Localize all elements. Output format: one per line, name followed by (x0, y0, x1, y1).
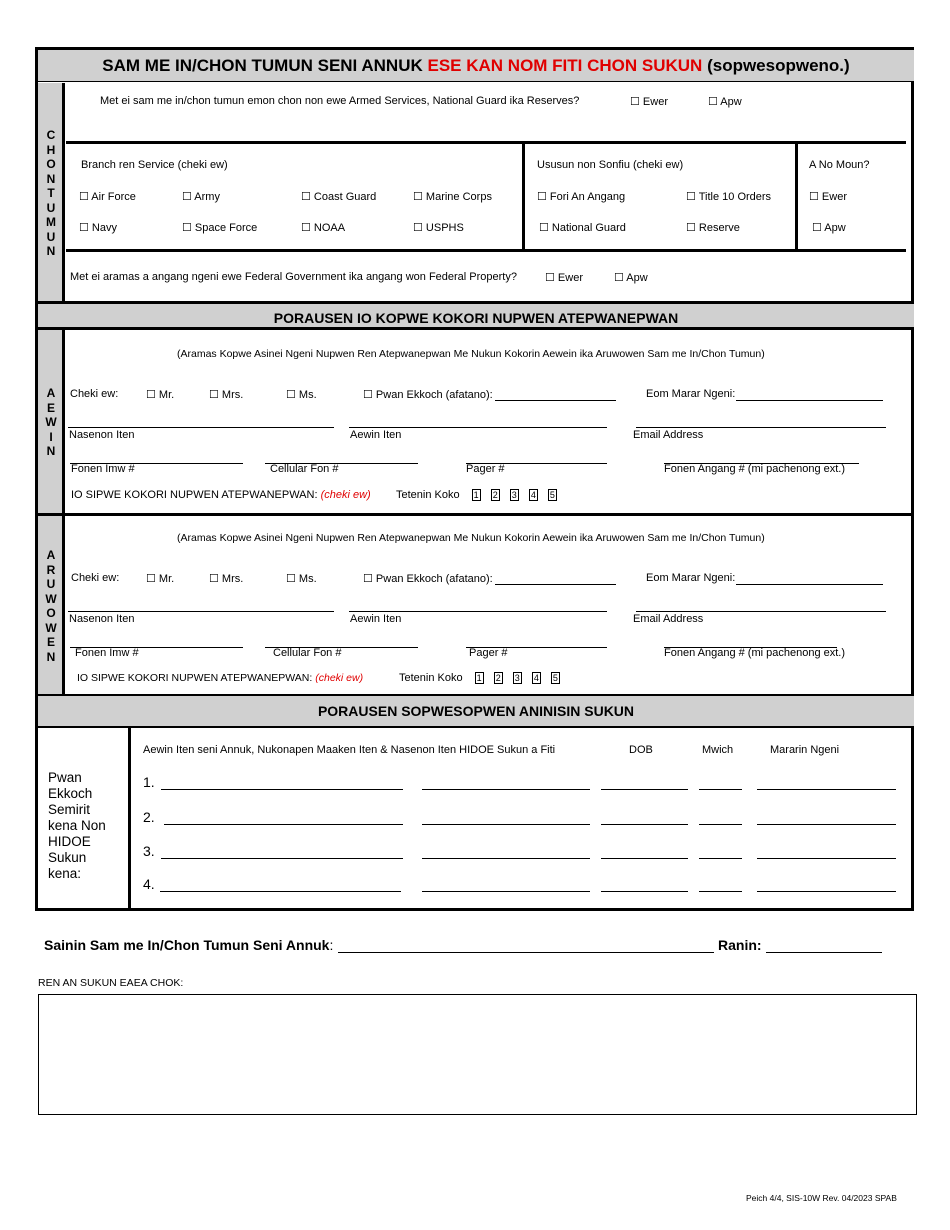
contact2-rank-5[interactable]: 5 (552, 673, 558, 684)
contact1-rank-5[interactable]: 5 (549, 490, 555, 501)
office-use-label: REN AN SUKUN EAEA CHOK: (38, 977, 184, 989)
branch-navy[interactable]: ☐ Navy (79, 222, 117, 234)
sibling-row-grade-field[interactable] (699, 811, 742, 825)
contact1-rank-3[interactable]: 3 (511, 490, 517, 501)
contact2-home-phone-label: Fonen Imw # (75, 647, 139, 659)
military-divider-v1 (522, 141, 525, 250)
contact2-order-label: IO SIPWE KOKORI NUPWEN ATEPWANEPWAN: (77, 672, 313, 684)
federal-question: Met ei aramas a angang ngeni ewe Federal Government ika angang won Federal Property? (70, 271, 517, 283)
federal-no-checkbox[interactable]: ☐ Apw (614, 272, 648, 284)
siblings-side-text: Pwan Ekkoch Semirit kena Non HIDOE Sukun kena: (48, 770, 106, 881)
contact2-relationship-label: Eom Marar Ngeni: (646, 572, 736, 584)
contact1-email-label: Email Address (633, 429, 704, 441)
siblings-col-rel: Mararin Ngeni (770, 744, 840, 756)
contact2-order-row (77, 672, 363, 684)
branch-noaa[interactable]: ☐ NOAA (301, 222, 346, 234)
sibling-row-rel-field[interactable] (757, 878, 896, 892)
contact1-ms-checkbox[interactable]: ☐ Ms. (286, 389, 317, 401)
sibling-row-number: 3. (143, 843, 155, 859)
contact1-instruction: (Aramas Kopwe Asinei Ngeni Nupwen Ren Atepwanepwan Me Nukun Kokorin Aewein ika Aruwowen Sam me In/Chon Tumun) (177, 348, 765, 360)
federal-yes-checkbox[interactable]: ☐ Ewer (545, 272, 583, 284)
contact1-relationship-field[interactable] (736, 388, 883, 401)
siblings-header: PORAUSEN SOPWESOPWEN ANINISIN SUKUN (38, 694, 914, 728)
contact2-check-label: Cheki ew: (71, 572, 120, 584)
contact2-first-name-field[interactable] (349, 600, 607, 612)
contact1-rank-label: Tetenin Koko (396, 489, 460, 501)
deployed-label: A No Moun? (809, 159, 870, 171)
contact1-mrs-checkbox[interactable]: ☐ Mrs. (209, 389, 244, 401)
contact1-side-label: A E W I N (38, 330, 64, 514)
contact2-ms-checkbox[interactable]: ☐ Ms. (286, 573, 317, 585)
contact2-last-name-field[interactable] (68, 600, 334, 612)
sibling-row-dob-field[interactable] (601, 776, 688, 790)
contact1-order-label: IO SIPWE KOKORI NUPWEN ATEPWANEPWAN: (71, 489, 318, 501)
contact1-pager-label: Pager # (466, 463, 505, 475)
siblings-side-border (128, 728, 131, 911)
contact1-relationship-label: Eom Marar Ngeni: (646, 388, 736, 400)
contact2-side-border (62, 516, 65, 695)
siblings-col-grade: Mwich (702, 744, 734, 756)
sibling-row-number: 2. (143, 809, 155, 825)
contact2-rank-row (399, 672, 567, 684)
office-use-box[interactable] (38, 994, 917, 1115)
sibling-row-grade-field[interactable] (699, 776, 742, 790)
date-label: Ranin: (718, 937, 762, 953)
sibling-row-school-field[interactable] (422, 878, 590, 892)
contact1-email-field[interactable] (636, 416, 886, 428)
siblings-col-dob: DOB (629, 744, 653, 756)
military-question: Met ei sam me in/chon tumun emon chon non ewe Armed Services, National Guard ika Reserves? (100, 95, 580, 107)
sibling-row-rel-field[interactable] (757, 845, 896, 859)
military-side-border (62, 83, 65, 301)
contact2-relationship-field[interactable] (736, 572, 883, 585)
contact2-email-label: Email Address (633, 613, 704, 625)
status-national-guard[interactable]: ☐ National Guard (539, 222, 626, 234)
contact2-other-checkbox[interactable]: ☐ Pwan Ekkoch (afatano): (363, 573, 493, 585)
contact2-rank-1[interactable]: 1 (476, 673, 482, 684)
contact1-first-name-label: Aewin Iten (350, 429, 402, 441)
title-suffix: (sopwesopweno.) (707, 56, 850, 75)
contact2-cell-phone-label: Cellular Fon # (273, 647, 342, 659)
emergency-header: PORAUSEN IO KOPWE KOKORI NUPWEN ATEPWANEPWAN (38, 301, 914, 330)
contact2-last-name-label: Nasenon Iten (69, 613, 135, 625)
contact2-mr-checkbox[interactable]: ☐ Mr. (146, 573, 175, 585)
contact2-order-hint: (cheki ew) (315, 672, 364, 684)
date-field[interactable] (766, 940, 882, 953)
contact1-last-name-label: Nasenon Iten (69, 429, 135, 441)
branch-air-force[interactable]: ☐ Air Force (79, 191, 136, 203)
branch-usphs[interactable]: ☐ USPHS (413, 222, 464, 234)
sibling-row-dob-field[interactable] (601, 878, 688, 892)
status-active-duty[interactable]: ☐ Fori An Angang (537, 191, 626, 203)
contact1-home-phone-label: Fonen Imw # (71, 463, 135, 475)
branch-space-force[interactable]: ☐ Space Force (182, 222, 258, 234)
contact1-side-border (62, 330, 65, 514)
contact2-pager-label: Pager # (469, 647, 508, 659)
title-highlight: ESE KAN NOM FITI CHON SUKUN (427, 56, 703, 75)
branch-marine-corps[interactable]: ☐ Marine Corps (413, 191, 492, 203)
contact2-rank-2[interactable]: 2 (495, 673, 501, 684)
contact1-last-name-field[interactable] (68, 416, 334, 428)
sibling-row-name-field[interactable] (161, 845, 403, 859)
sibling-row-name-field[interactable] (164, 811, 403, 825)
sibling-row-dob-field[interactable] (601, 811, 688, 825)
sibling-row-school-field[interactable] (422, 776, 590, 790)
contact1-mr-checkbox[interactable]: ☐ Mr. (146, 389, 175, 401)
contact1-first-name-field[interactable] (349, 416, 607, 428)
sibling-row-name-field[interactable] (161, 776, 403, 790)
contact2-side-label: A R U W O W E N (38, 516, 64, 695)
contact2-other-field[interactable] (495, 572, 616, 585)
sibling-row-rel-field[interactable] (757, 776, 896, 790)
sibling-row-number: 4. (143, 876, 155, 892)
deployed-no-checkbox[interactable]: ☐ Apw (812, 222, 846, 234)
sibling-row-dob-field[interactable] (601, 845, 688, 859)
signature-label: Sainin Sam me In/Chon Tumun Seni Annuk: (44, 937, 334, 953)
signature-field[interactable] (338, 940, 714, 953)
status-title10[interactable]: ☐ Title 10 Orders (686, 191, 772, 203)
sibling-row-number: 1. (143, 774, 155, 790)
contact1-other-field[interactable] (495, 388, 616, 401)
contact2-instruction: (Aramas Kopwe Asinei Ngeni Nupwen Ren Atepwanepwan Me Nukun Kokorin Aewein ika Aruwowen Sam me In/Chon Tumun) (177, 532, 765, 544)
contact1-rank-1[interactable]: 1 (473, 490, 479, 501)
contact2-work-phone-label: Fonen Angang # (mi pachenong ext.) (664, 647, 846, 659)
sibling-row-grade-field[interactable] (699, 878, 742, 892)
status-label: Ususun non Sonfiu (cheki ew) (537, 159, 684, 171)
contact1-rank-4[interactable]: 4 (530, 490, 536, 501)
contact1-rank-2[interactable]: 2 (492, 490, 498, 501)
military-no-checkbox[interactable]: ☐ Apw (708, 96, 742, 108)
contact2-rank-3[interactable]: 3 (514, 673, 520, 684)
contact1-order-row (71, 489, 371, 501)
contact1-cell-phone-label: Cellular Fon # (270, 463, 339, 475)
status-reserve[interactable]: ☐ Reserve (686, 222, 740, 234)
contact2-rank-label: Tetenin Koko (399, 672, 463, 684)
contact1-work-phone-label: Fonen Angang # (mi pachenong ext.) (664, 463, 846, 475)
branch-label: Branch ren Service (cheki ew) (81, 159, 228, 171)
military-yes-checkbox[interactable]: ☐ Ewer (630, 96, 668, 108)
sibling-row-name-field[interactable] (160, 878, 401, 892)
contact1-other-checkbox[interactable]: ☐ Pwan Ekkoch (afatano): (363, 389, 493, 401)
page-title (38, 50, 914, 82)
contact1-rank-row (396, 489, 564, 501)
contact2-first-name-label: Aewin Iten (350, 613, 402, 625)
contact-divider (38, 513, 914, 516)
title-prefix: SAM ME IN/CHON TUMUN SENI ANNUK (102, 56, 423, 75)
page-footer: Peich 4/4, SIS-10W Rev. 04/2023 SPAB (746, 1193, 897, 1203)
military-divider-v2 (795, 141, 798, 250)
siblings-col-name: Aewin Iten seni Annuk, Nukonapen Maaken Iten & Nasenon Iten HIDOE Sukun a Fiti (143, 744, 556, 756)
military-divider-bottom (66, 249, 906, 252)
branch-army[interactable]: ☐ Army (182, 191, 220, 203)
contact2-rank-4[interactable]: 4 (533, 673, 539, 684)
sibling-row-rel-field[interactable] (757, 811, 896, 825)
sibling-row-school-field[interactable] (422, 811, 590, 825)
branch-coast-guard[interactable]: ☐ Coast Guard (301, 191, 377, 203)
contact2-mrs-checkbox[interactable]: ☐ Mrs. (209, 573, 244, 585)
sibling-row-grade-field[interactable] (699, 845, 742, 859)
contact2-email-field[interactable] (636, 600, 886, 612)
contact1-check-label: Cheki ew: (70, 388, 119, 400)
contact1-order-hint: (cheki ew) (320, 489, 371, 501)
sibling-row-school-field[interactable] (422, 845, 590, 859)
military-divider-top (66, 141, 906, 144)
deployed-yes-checkbox[interactable]: ☐ Ewer (809, 191, 847, 203)
military-side-label: C H O N T U M U N (38, 83, 64, 301)
